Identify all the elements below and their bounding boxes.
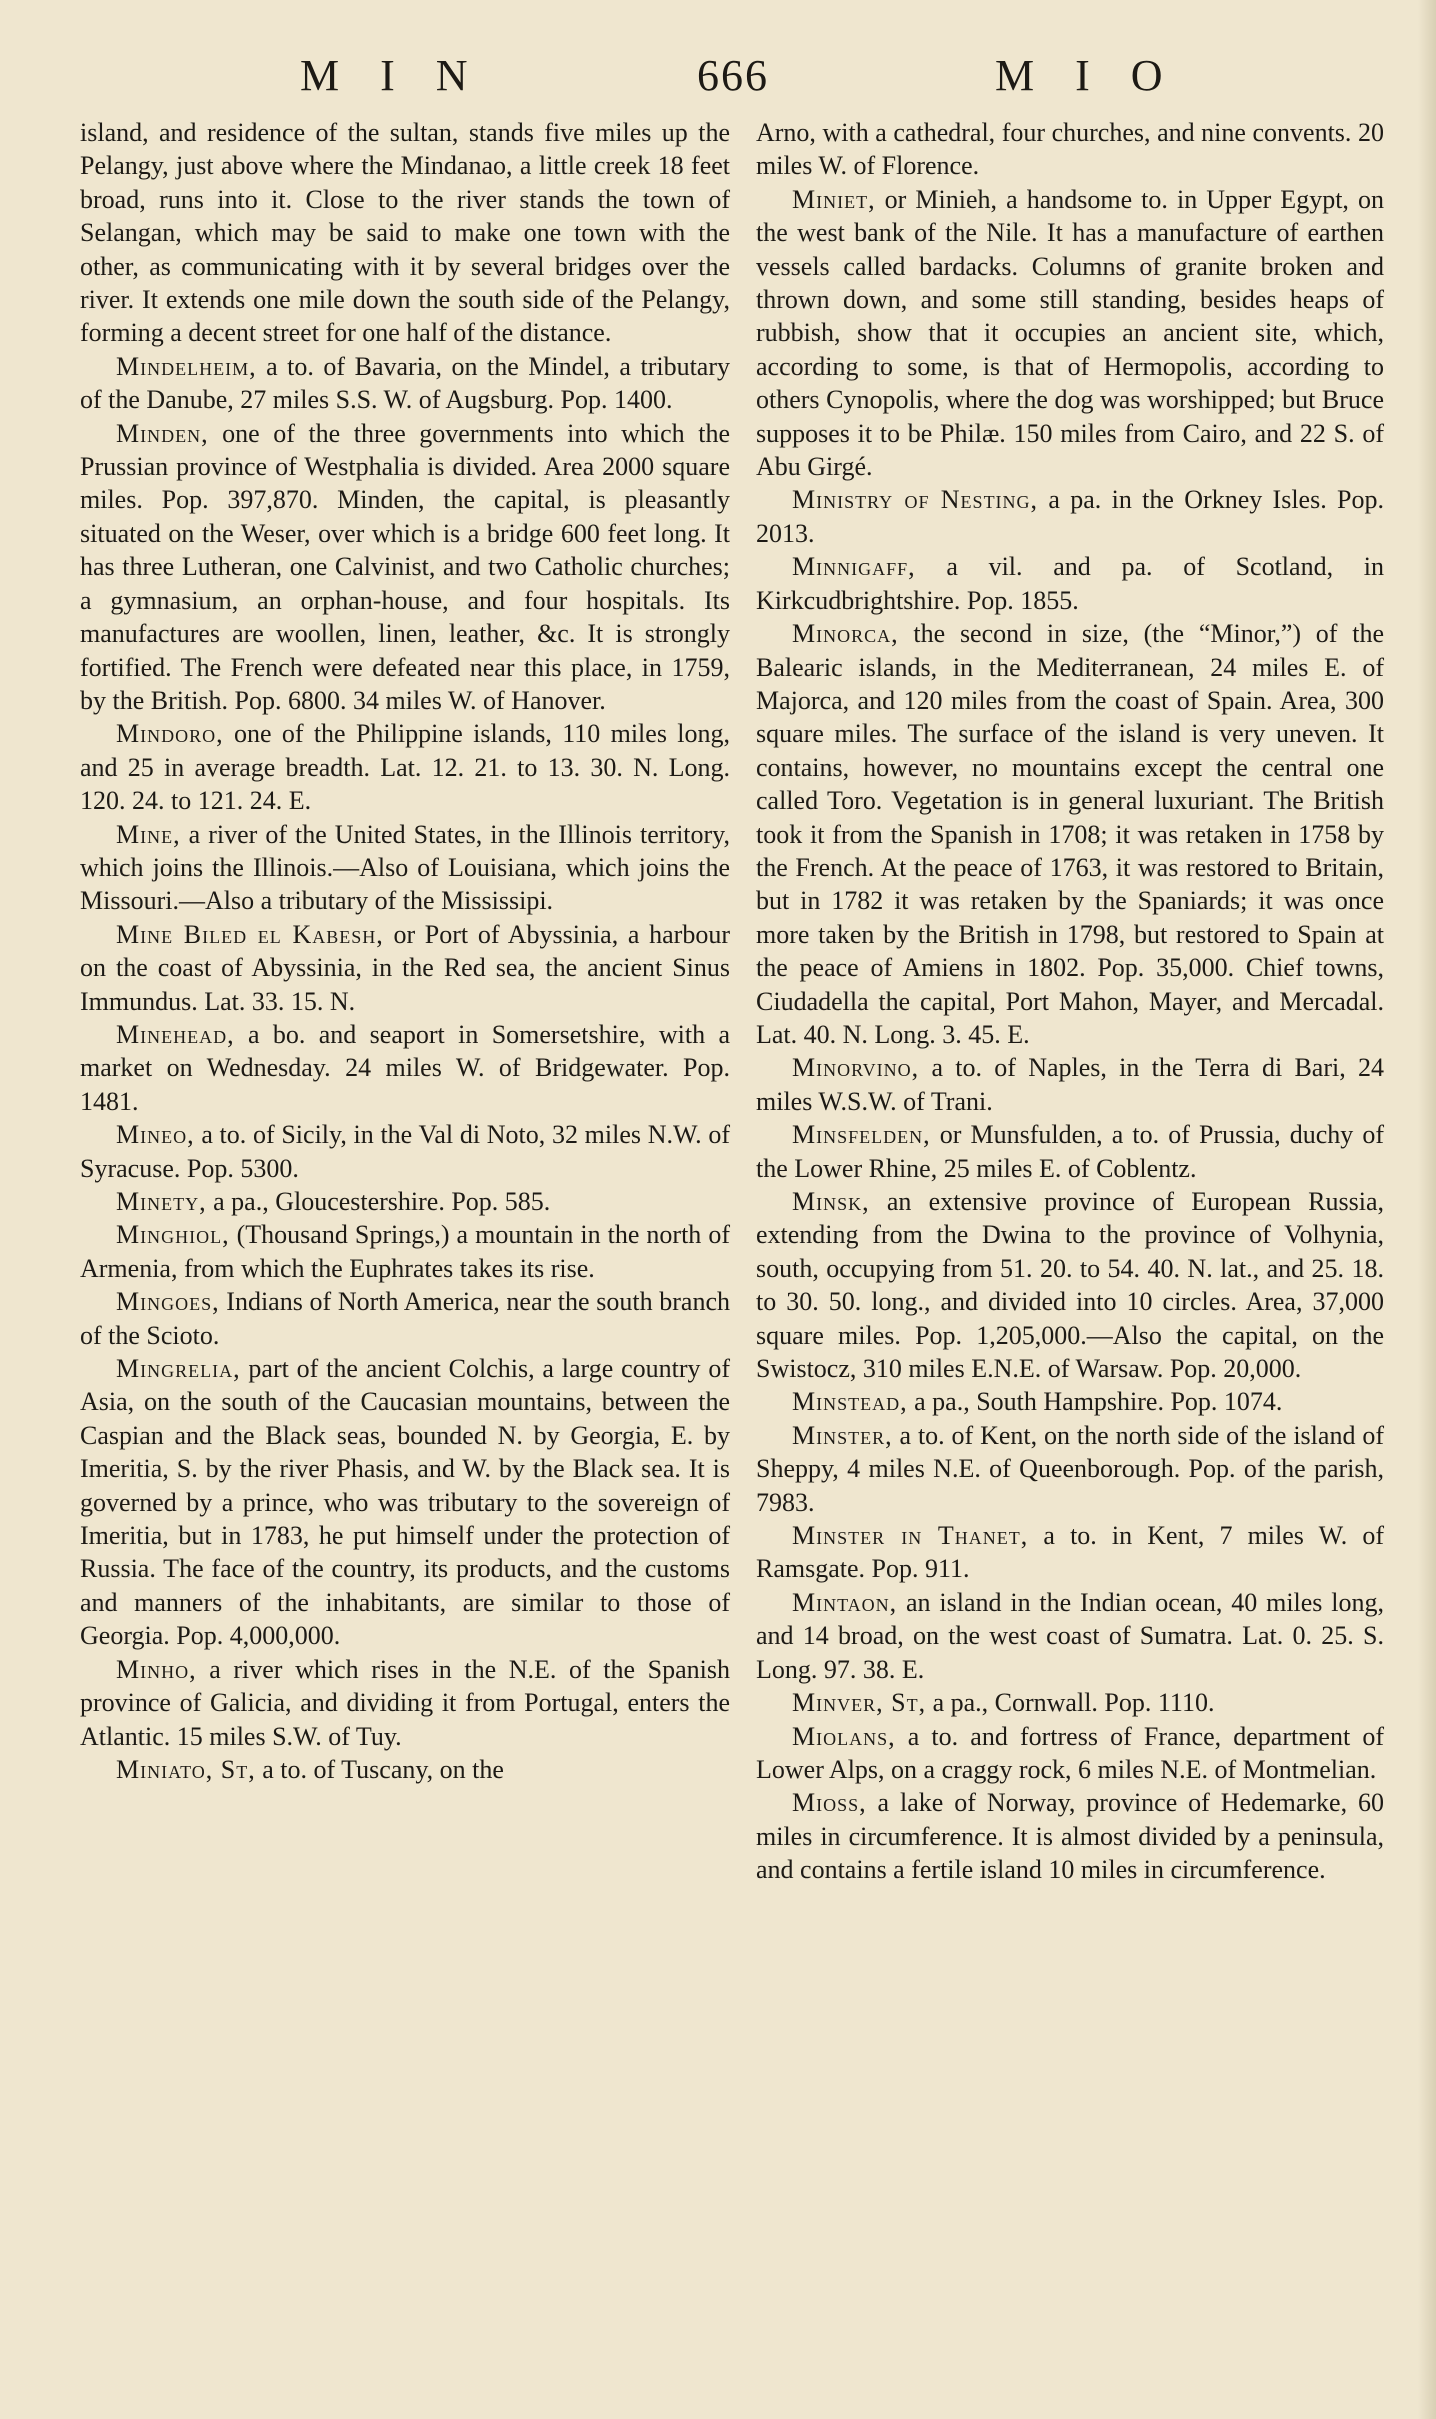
right-column xyxy=(756,116,1384,1887)
entry-text: part of the ancient Colchis, a large country of Asia, on the south of the Caucasian mountains, between the Caspian and the Black seas, bounded N. by Georgia, E. by Imeritia, S. by the river Phasis, and W. by the Black sea. It is governed by a prince, who was tributary to the sovereign of Imeritia, but in 1783, he put himself under the protection of Russia. The face of the country, its products, and the customs and manners of the inhabitants, are similar to those of Georgia. Pop. 4,000,000. xyxy=(80,1354,730,1651)
entry-text: island, and residence of the sultan, stands five miles up the Pelangy, just above where the Mindanao, a little creek 18 feet broad, runs into it. Close to the river stands the town of Selangan, which may be said to make one town with the other, as communicating with it by several bridges over the river. It extends one mile down the south side of the Pelangy, forming a decent street for one half of the distance. xyxy=(80,118,730,348)
gazetteer-entry xyxy=(80,1285,730,1352)
entry-headword: Mindelheim, xyxy=(116,351,257,381)
entry-headword: Mingoes, xyxy=(116,1287,220,1317)
entry-text: a bo. and seaport in Somersetshire, with a market on Wednesday. 24 miles W. of Bridgewater. Pop. 1481. xyxy=(80,1019,730,1116)
entry-text: or Port of Abyssinia, a harbour on the coast of Abyssinia, in the Red sea, the ancient Sinus Immundus. Lat. 33. 15. N. xyxy=(80,919,730,1016)
gazetteer-entry xyxy=(756,1586,1384,1686)
entry-text: a river which rises in the N.E. of the Spanish province of Galicia, and dividing it from Portugal, enters the Atlantic. 15 miles S.W. of Tuy. xyxy=(80,1654,730,1751)
entry-text: an island in the Indian ocean, 40 miles long, and 14 broad, on the west coast of Sumatra. Lat. 0. 25. S. Long. 97. 38. E. xyxy=(756,1587,1384,1684)
entry-headword: Minsfelden, xyxy=(792,1120,931,1150)
entry-headword: Mintaon, xyxy=(792,1587,898,1617)
entry-headword: Mineo, xyxy=(116,1120,195,1150)
gazetteer-entry xyxy=(756,1051,1384,1118)
entry-headword: Minorvino, xyxy=(792,1053,920,1083)
entry-headword: Mingrelia, xyxy=(116,1354,241,1384)
entry-headword: Minden, xyxy=(116,418,209,448)
entry-headword: Minnigaff, xyxy=(792,552,916,582)
entry-text: Indians of North America, near the south branch of the Scioto. xyxy=(80,1287,730,1350)
entry-headword: Minehead, xyxy=(116,1019,235,1049)
entry-headword: Minver, St, xyxy=(792,1688,927,1718)
entry-headword: Mindoro, xyxy=(116,719,224,749)
gazetteer-entry xyxy=(80,818,730,918)
gazetteer-entry xyxy=(756,550,1384,617)
entry-text: or Munsfulden, a to. of Prussia, duchy of the Lower Rhine, 25 miles E. of Coblentz. xyxy=(756,1120,1384,1183)
entry-text: a to. in Kent, 7 miles W. of Ramsgate. Pop. 911. xyxy=(756,1521,1385,1584)
entry-text: a to. of Sicily, in the Val di Noto, 32 miles N.W. of Syracuse. Pop. 5300. xyxy=(80,1120,730,1183)
entry-headword: Mine Biled el Kabesh, xyxy=(116,919,384,949)
entry-headword: Miniato, St, xyxy=(116,1754,256,1784)
header-right-letters: M I O xyxy=(995,51,1165,100)
gazetteer-entry xyxy=(80,417,730,718)
entry-headword: Minho, xyxy=(116,1654,197,1684)
entry-text: Arno, with a cathedral, four churches, and nine convents. 20 miles W. of Florence. xyxy=(756,118,1384,181)
entry-text: one of the three governments into which the Prussian province of Westphalia is divided. Area 2000 square miles. Pop. 397,870. Minden, the capital, is pleasantly situated on the Weser, over which is a bridge 600 feet long. It has three Lutheran, one Calvinist, and two Catholic churches; a gymnasium, an orphan-house, and four hospitals. Its manufactures are woollen, linen, leather, &c. It is strongly fortified. The French were defeated near this place, in 1759, by the British. Pop. 6800. 34 miles W. of Hanover. xyxy=(80,418,730,715)
entry-text: an extensive province of European Russia, extending from the Dwina to the province of Volhynia, south, occupying from 51. 20. to 54. 40. N. lat., and 25. 18. to 30. 50. long., and divided into 10 circles. Area, 37,000 square miles. Pop. 1,205,000.—Also the capital, on the Swistocz, 310 miles E.N.E. of Warsaw. Pop. 20,000. xyxy=(756,1187,1384,1384)
entry-headword: Miolans, xyxy=(792,1721,896,1751)
gazetteer-entry xyxy=(80,918,730,1018)
entry-text: the second in size, (the “Minor,”) of the Balearic islands, in the Mediterranean, 24 miles E. of Majorca, and 120 miles from the coast of Spain. Area, 300 square miles. The surface of the island is very uneven. It contains, however, no mountains except the central one called Toro. Vegetation is in general luxuriant. The British took it from the Spanish in 1708; it was retaken in 1758 by the French. At the peace of 1763, it was restored to Britain, but in 1782 it was retaken by the Spaniards; it was once more taken by the British in 1798, but restored to Spain at the peace of Amiens in 1802. Pop. 35,000. Chief towns, Ciudadella the capital, Port Mahon, Mayer, and Mercadal. Lat. 40. N. Long. 3. 45. E. xyxy=(756,619,1384,1049)
left-column xyxy=(80,116,730,1786)
entry-text: or Minieh, a handsome to. in Upper Egypt, on the west bank of the Nile. It has a manufacture of earthen vessels called bardacks. Columns of granite broken and thrown down, and some still standing, besides heaps of rubbish, show that it occupies an ancient site, which, according to some, is that of Hermopolis, according to others Cynopolis, where the dog was worshipped; but Bruce supposes it to be Philæ. 150 miles from Cairo, and 22 S. of Abu Girgé. xyxy=(756,184,1384,482)
gazetteer-entry xyxy=(756,116,1384,183)
header-left-letters: M I N xyxy=(300,51,470,100)
running-header xyxy=(80,44,1410,114)
entry-text: a lake of Norway, province of Hedemarke, 60 miles in circumference. It is almost divided by a peninsula, and contains a fertile island 10 miles in circumference. xyxy=(756,1788,1384,1885)
entry-text: a vil. and pa. of Scotland, in Kirkcudbrightshire. Pop. 1855. xyxy=(756,552,1384,615)
gazetteer-entry xyxy=(756,1519,1384,1586)
entry-text: a pa., South Hampshire. Pop. 1074. xyxy=(907,1387,1283,1417)
gazetteer-entry xyxy=(756,1686,1384,1719)
gazetteer-entry xyxy=(80,1018,730,1118)
gazetteer-entry xyxy=(756,1118,1384,1185)
entry-text: a to. of Tuscany, on the xyxy=(255,1754,504,1784)
entry-headword: Mioss, xyxy=(792,1788,867,1818)
gazetteer-entry xyxy=(80,1753,730,1786)
gazetteer-entry xyxy=(756,1419,1384,1519)
entry-text: a pa. in the Orkney Isles. Pop. 2013. xyxy=(756,485,1384,548)
page-number: 666 xyxy=(697,51,769,100)
gazetteer-entry xyxy=(80,1352,730,1653)
gazetteer-entry xyxy=(80,717,730,817)
gazetteer-entry xyxy=(80,1185,730,1218)
gazetteer-entry xyxy=(80,116,730,350)
entry-text: a to. of Naples, in the Terra di Bari, 24 miles W.S.W. of Trani. xyxy=(756,1053,1384,1116)
gazetteer-entry xyxy=(756,617,1384,1051)
page-edge-shadow xyxy=(1418,0,1436,2419)
gazetteer-entry xyxy=(80,1653,730,1753)
entry-text: a to. of Kent, on the north side of the island of Sheppy, 4 miles N.E. of Queenborough. Pop. of the parish, 7983. xyxy=(756,1420,1384,1517)
gazetteer-entry xyxy=(756,1385,1384,1418)
gazetteer-entry xyxy=(80,350,730,417)
entry-headword: Minsk, xyxy=(792,1187,870,1216)
entry-headword: Minety, xyxy=(116,1187,207,1216)
entry-headword: Minster, xyxy=(792,1420,893,1450)
entry-text: a to. and fortress of France, department of Lower Alps, on a craggy rock, 6 miles N.E. of Montmelian. xyxy=(756,1721,1384,1784)
entry-text: a river of the United States, in the Illinois territory, which joins the Illinois.—Also of Louisiana, which joins the Missouri.—Also a tributary of the Mississipi. xyxy=(80,819,730,916)
entry-text: one of the Philippine islands, 110 miles long, and 25 in average breadth. Lat. 12. 21. to 13. 30. N. Long. 120. 24. to 121. 24. E. xyxy=(80,719,730,816)
gazetteer-entry xyxy=(756,483,1384,550)
gazetteer-entry xyxy=(756,183,1384,484)
entry-headword: Minghiol, xyxy=(116,1220,230,1250)
entry-headword: Minster in Thanet, xyxy=(792,1521,1029,1551)
gazetteer-entry xyxy=(756,1720,1384,1787)
entry-text: (Thousand Springs,) a mountain in the north of Armenia, from which the Euphrates takes its rise. xyxy=(80,1220,730,1283)
gazetteer-entry xyxy=(80,1118,730,1185)
entry-headword: Minorca, xyxy=(792,619,899,649)
gazetteer-entry xyxy=(756,1786,1384,1886)
entry-headword: Ministry of Nesting, xyxy=(792,485,1039,515)
entry-text: a pa., Gloucestershire. Pop. 585. xyxy=(206,1187,551,1216)
entry-text: a pa., Cornwall. Pop. 1110. xyxy=(926,1688,1215,1718)
entry-headword: Miniet, xyxy=(792,184,876,214)
entry-text: a to. of Bavaria, on the Mindel, a tributary of the Danube, 27 miles S.S. W. of Augsburg. Pop. 1400. xyxy=(80,351,730,415)
gazetteer-entry xyxy=(80,1218,730,1285)
gazetteer-entry xyxy=(756,1185,1384,1385)
entry-headword: Minstead, xyxy=(792,1387,908,1417)
entry-headword: Mine, xyxy=(116,819,181,849)
